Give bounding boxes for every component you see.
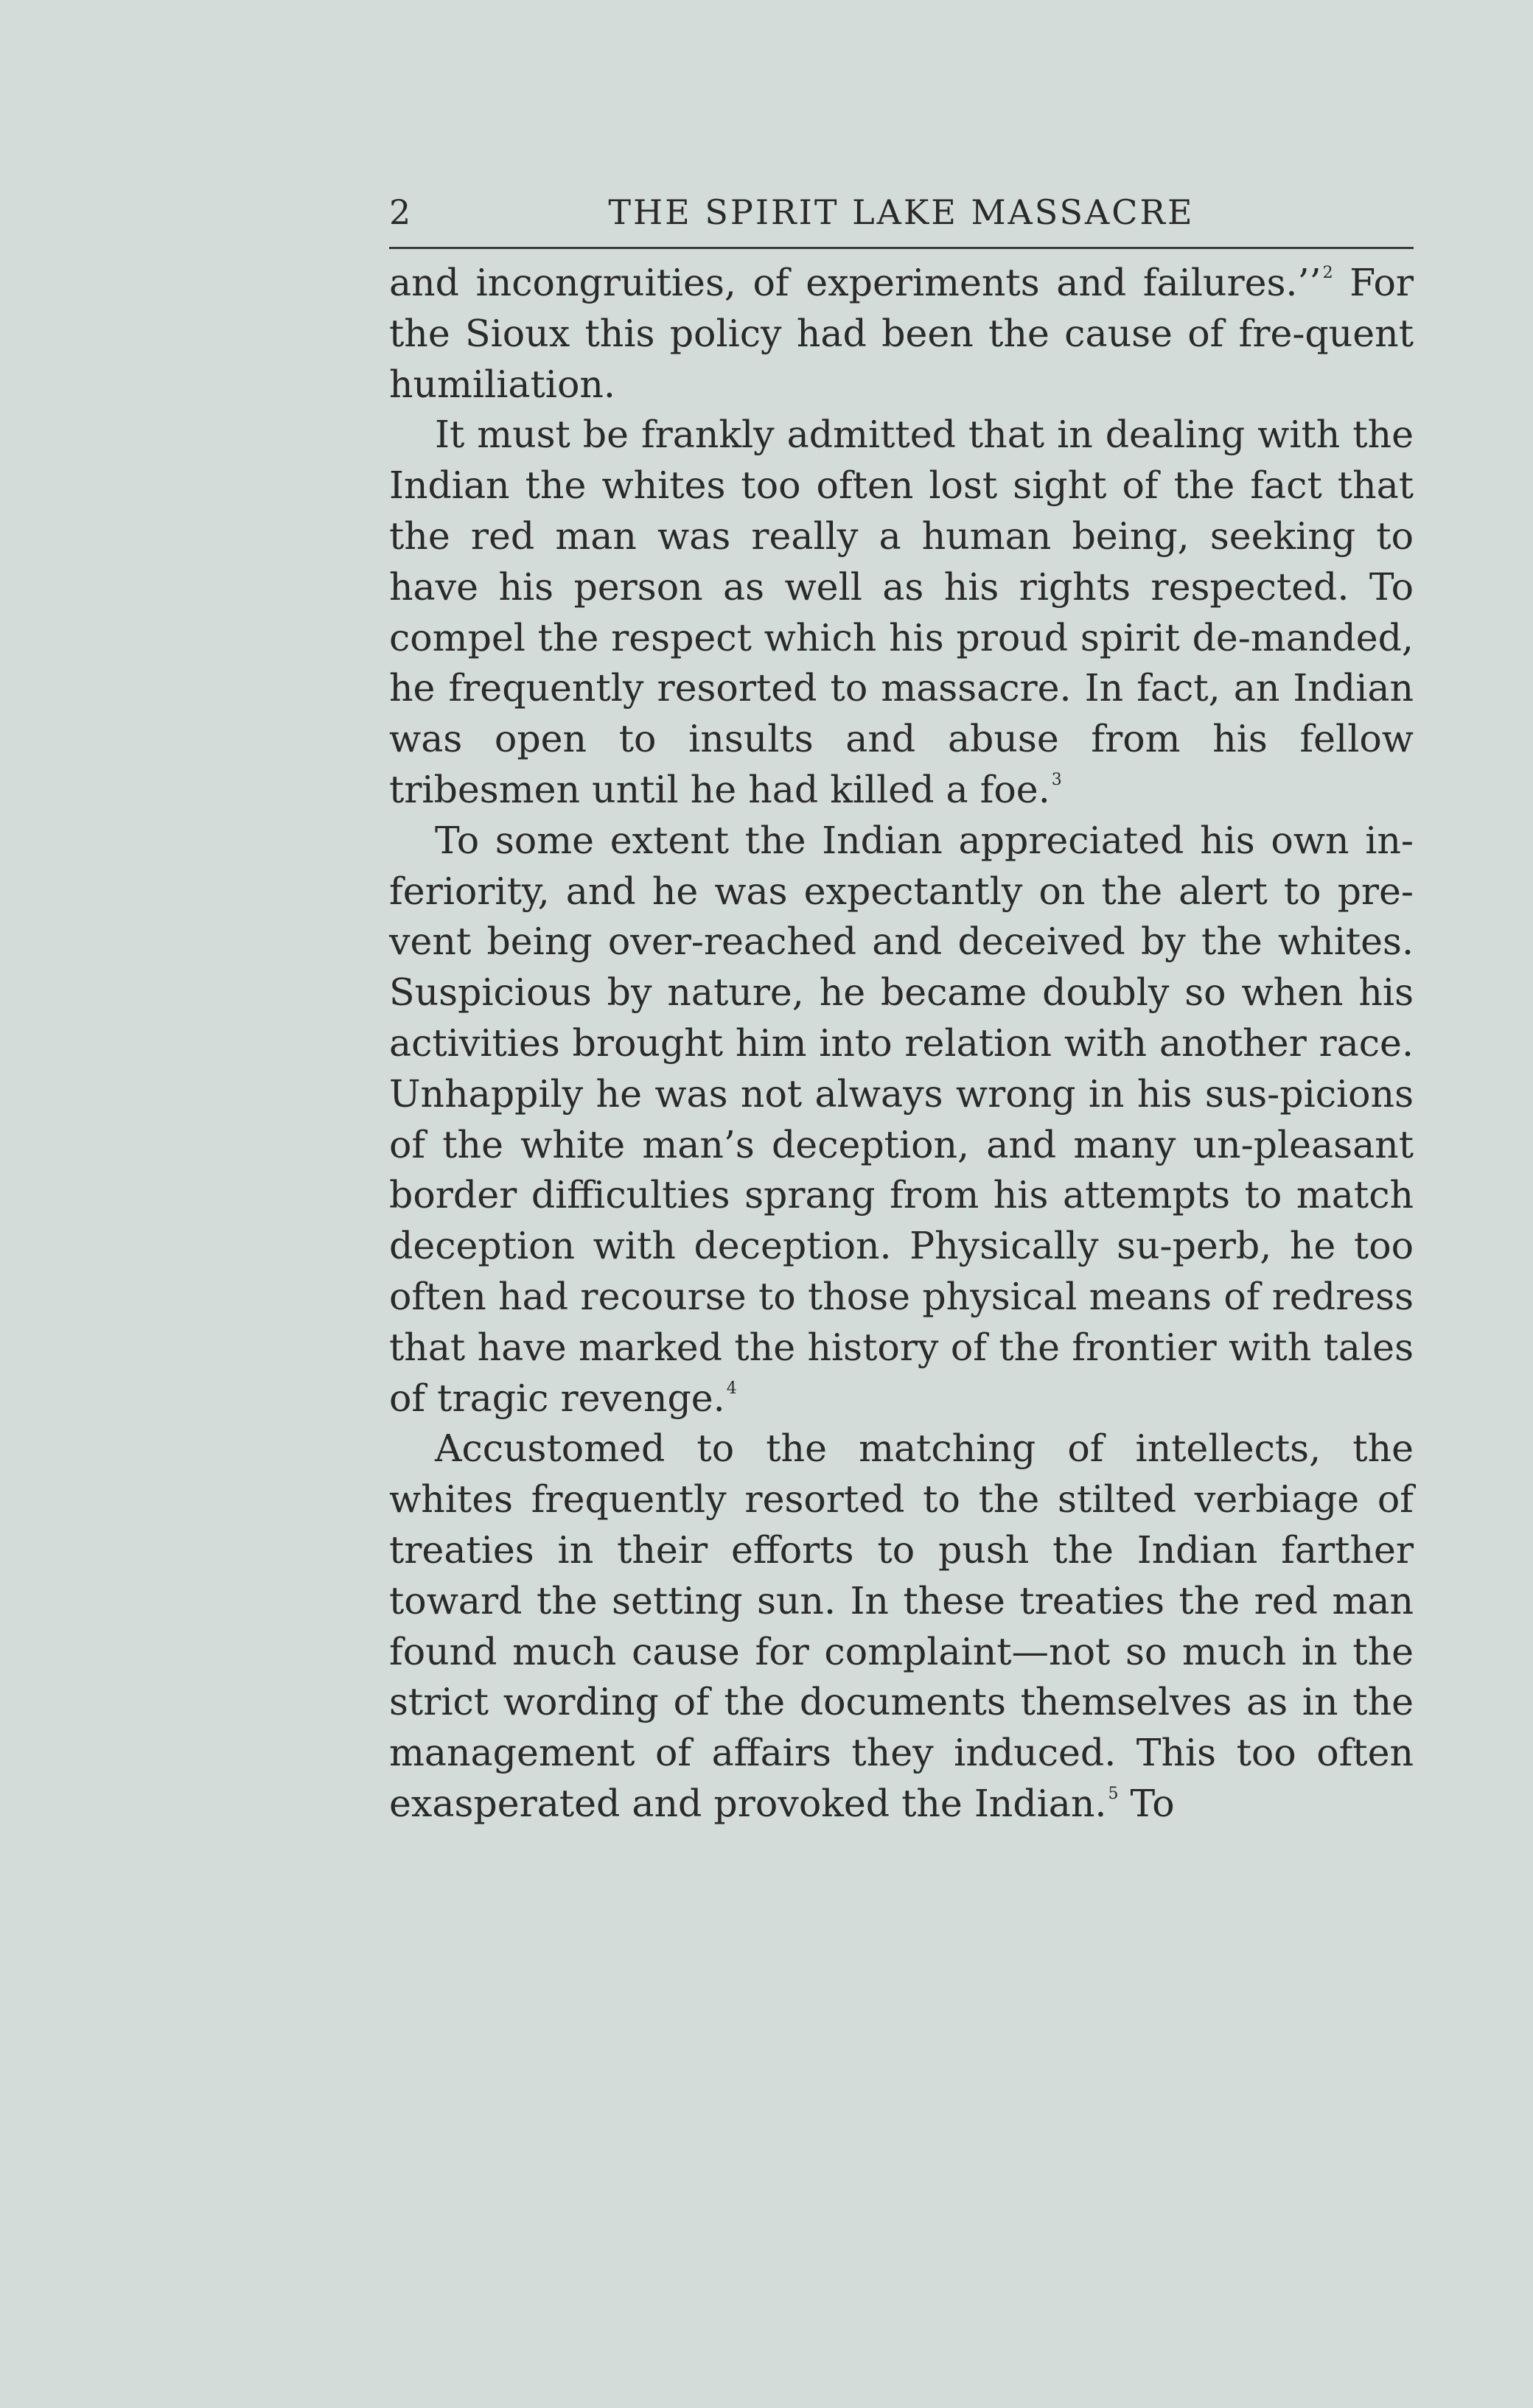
paragraph-text: To	[1118, 1781, 1175, 1825]
body-text	[389, 258, 1414, 1830]
paragraph-2	[389, 410, 1414, 815]
page-number: 2	[389, 192, 413, 232]
paragraph-text: It must be frankly admitted that in dealing with the Indian the whites too often lost sight of the fact that the red man was really a human being, seeking to have his person as well as his rights respected. To compel the respect which his proud spirit de-manded, he frequently resorted to massacre. In fact, an Indian was open to insults and abuse from his fellow tribesmen until he had killed a foe.	[389, 413, 1414, 811]
running-head	[389, 188, 1414, 249]
footnote-ref-3: 3	[1051, 770, 1062, 789]
paragraph-1	[389, 258, 1414, 410]
paragraph-text: and incongruities, of experiments and failures.’’	[389, 261, 1321, 304]
footnote-ref-5: 5	[1108, 1784, 1119, 1803]
book-page	[389, 188, 1414, 1830]
paragraph-3	[389, 816, 1414, 1424]
paragraph-4	[389, 1424, 1414, 1829]
paragraph-text: For the Sioux this policy had been the cause of fre-quent humiliation.	[389, 261, 1414, 406]
running-title: THE SPIRIT LAKE MASSACRE	[608, 192, 1195, 232]
paragraph-text: To some extent the Indian appreciated his own in-feriority, and he was expectantly on the alert to pre-vent being over-reached and deceived by the whites. Suspicious by nature, he became doubly so when his activities brought him into relation with another race. Unhappily he was not always wrong in his sus-picions of the white man’s deception, and many un-pleasant border difficulties sprang from his attempts to match deception with deception. Physically su-perb, he too often had recourse to those physical means of redress that have marked the history of the frontier with tales of tragic revenge.	[389, 818, 1414, 1420]
paragraph-text: Accustomed to the matching of intellects, the whites frequently resorted to the stilted verbiage of treaties in their efforts to push the Indian farther toward the setting sun. In these treaties the red man found much cause for complaint—not so much in the strict wording of the documents themselves as in the management of affairs they induced. This too often exasperated and provoked the Indian.	[389, 1427, 1414, 1825]
footnote-ref-2: 2	[1322, 264, 1333, 282]
footnote-ref-4: 4	[726, 1379, 737, 1398]
